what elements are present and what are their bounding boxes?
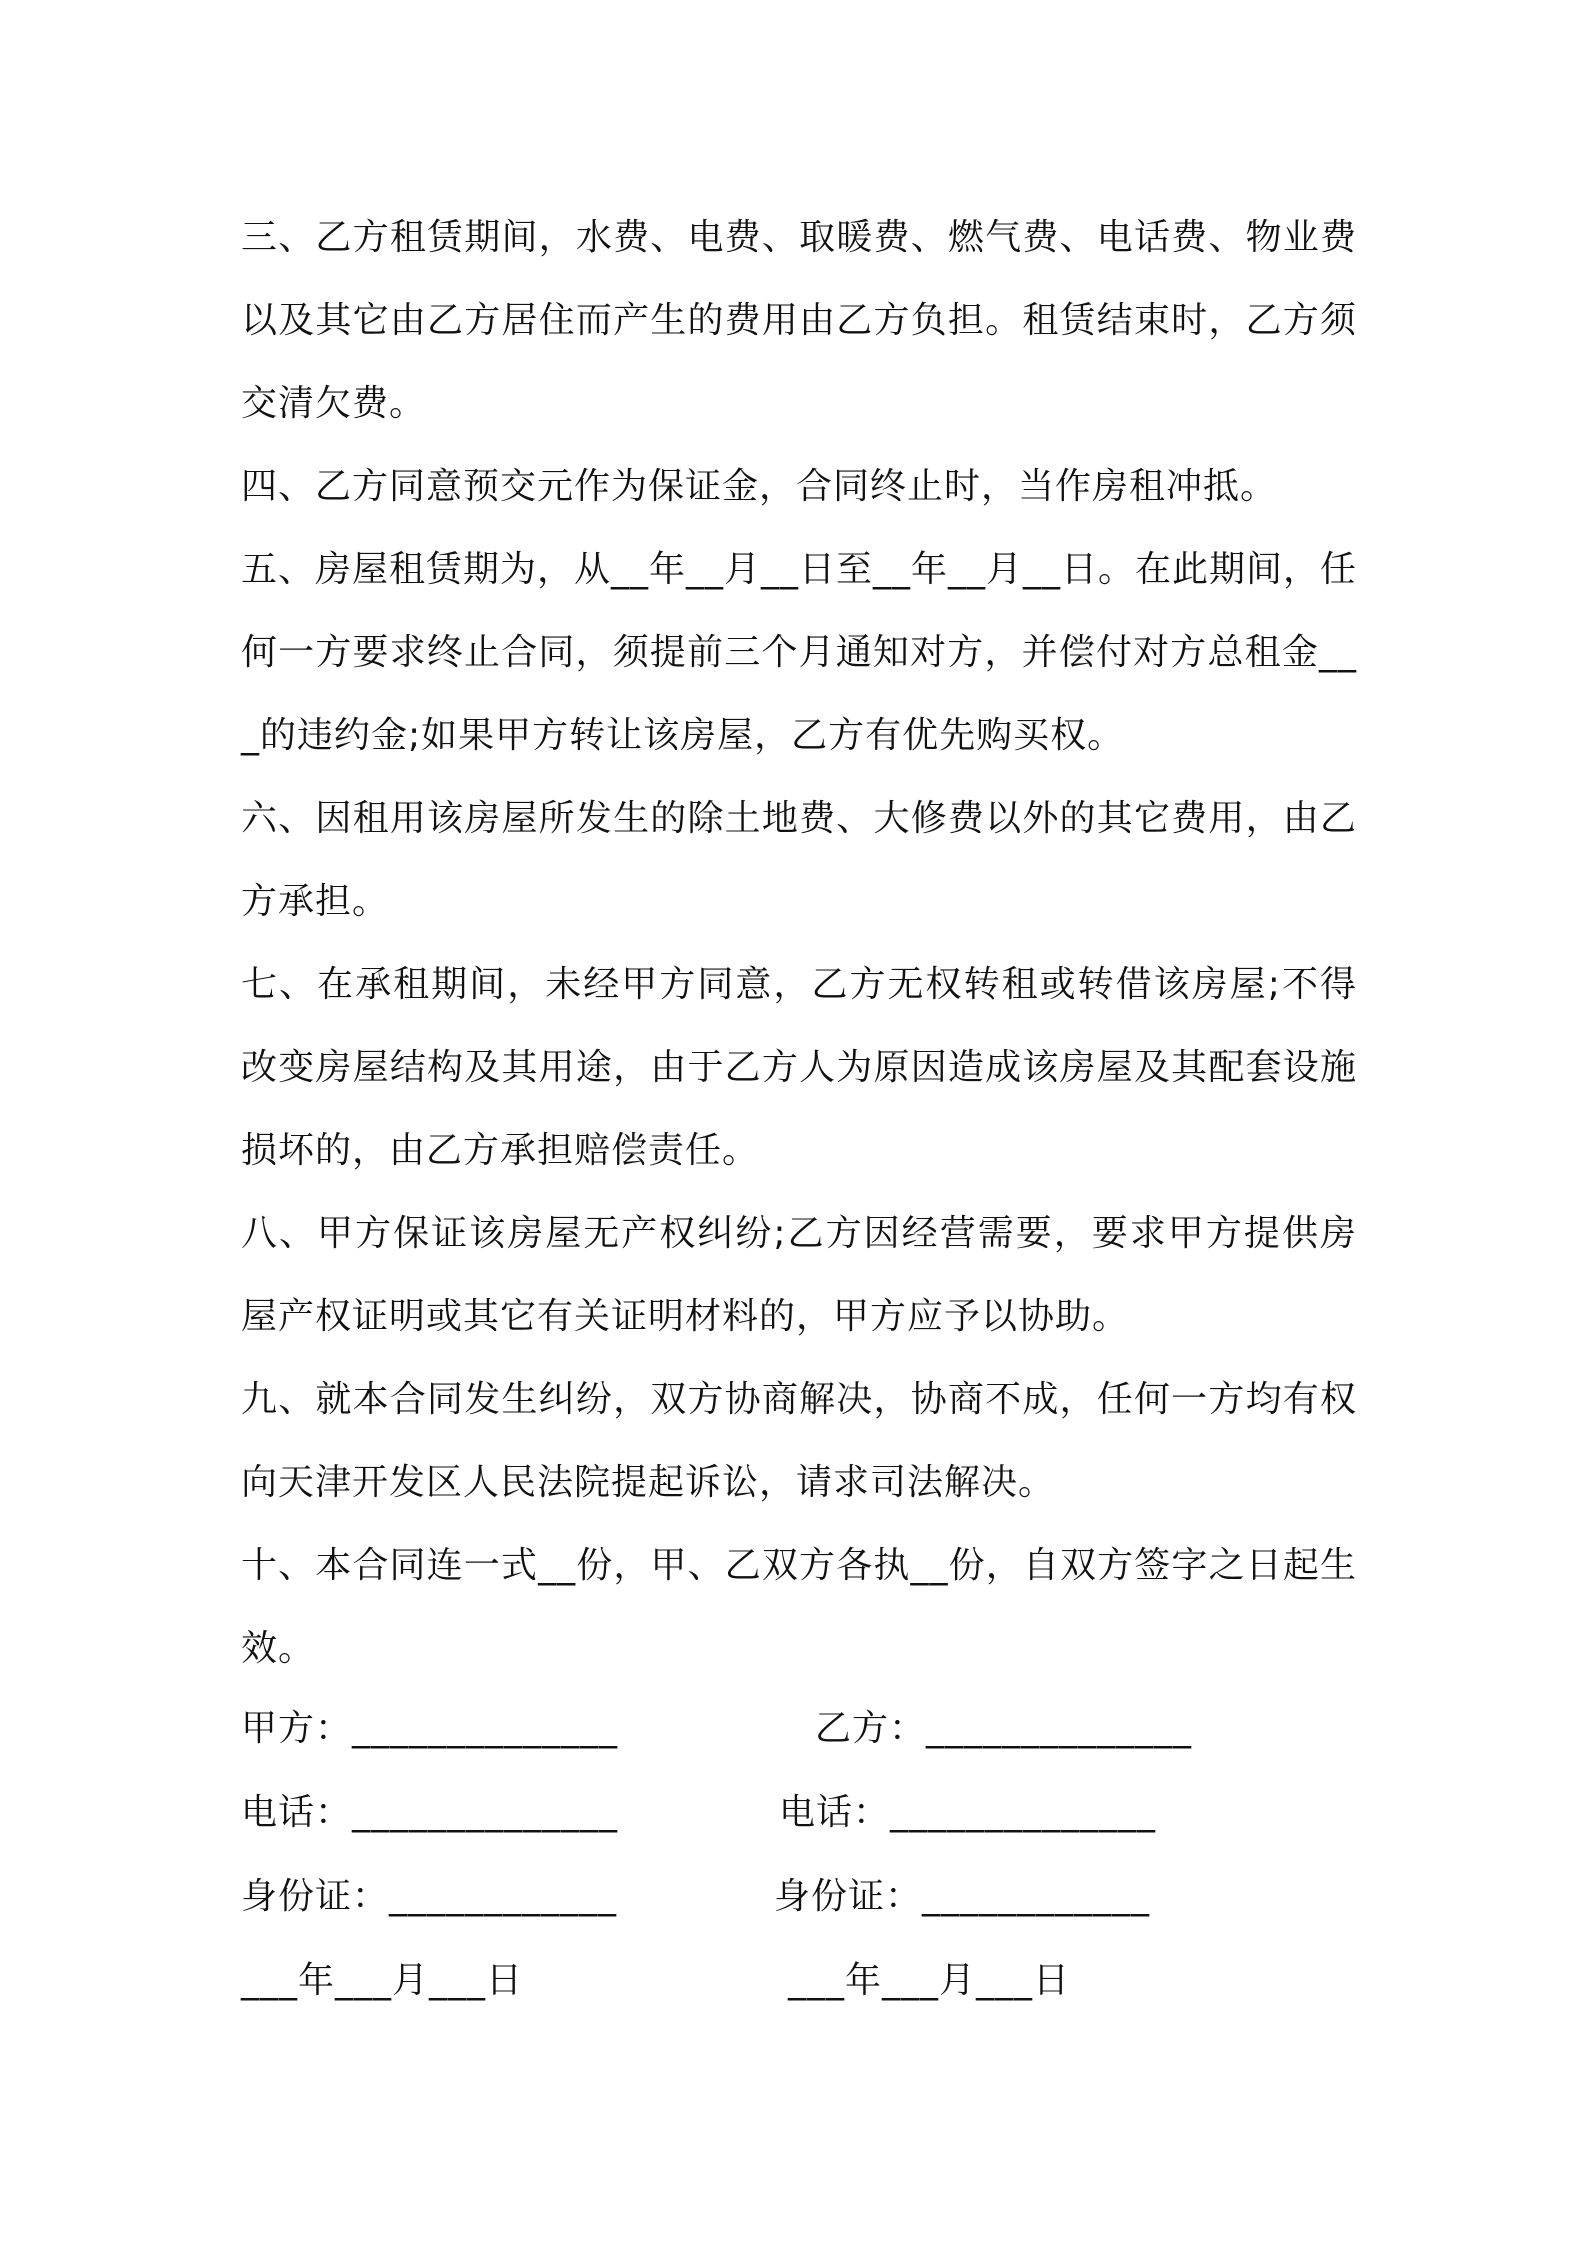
clause-9: 九、就本合同发生纠纷，双方协商解决，协商不成，任何一方均有权向天津开发区人民法院提起诉讼，请求司法解决。 (241, 1379, 1357, 1503)
party-a-date-line: ___年___月___日 (241, 1960, 524, 2001)
party-a-phone-line: 电话：______________ (241, 1792, 619, 1833)
clause-3: 三、乙方租赁期间，水费、电费、取暖费、燃气费、电话费、物业费以及其它由乙方居住而产生的费用由乙方负担。租赁结束时，乙方须交清欠费。 (241, 217, 1357, 424)
clause-6: 六、因租用该房屋所发生的除土地费、大修费以外的其它费用，由乙方承担。 (241, 798, 1357, 922)
party-b-signature-line: 乙方：______________ (815, 1708, 1193, 1749)
contract-body (241, 196, 1357, 1690)
clause-8: 八、甲方保证该房屋无产权纠纷;乙方因经营需要，要求甲方提供房屋产权证明或其它有关证明材料的，甲方应予以协助。 (241, 1213, 1357, 1337)
party-a-signature-line: 甲方：______________ (241, 1708, 619, 1749)
clause-5: 五、房屋租赁期为，从__年__月__日至__年__月__日。在此期间，任何一方要求终止合同，须提前三个月通知对方，并偿付对方总租金___的违约金;如果甲方转让该房屋，乙方有优先购买权。 (241, 549, 1358, 756)
clause-7: 七、在承租期间，未经甲方同意，乙方无权转租或转借该房屋;不得改变房屋结构及其用途，由于乙方人为原因造成该房屋及其配套设施损坏的，由乙方承担赔偿责任。 (241, 964, 1357, 1171)
party-b-id-line: 身份证：____________ (774, 1876, 1151, 1917)
party-b-date-line: ___年___月___日 (788, 1960, 1071, 2001)
party-b-phone-line: 电话：______________ (779, 1792, 1157, 1833)
clause-4: 四、乙方同意预交元作为保证金，合同终止时，当作房租冲抵。 (241, 466, 1278, 507)
party-a-id-line: 身份证：____________ (241, 1876, 618, 1917)
clause-10: 十、本合同连一式__份，甲、乙双方各执__份，自双方签字之日起生效。 (241, 1545, 1357, 1669)
